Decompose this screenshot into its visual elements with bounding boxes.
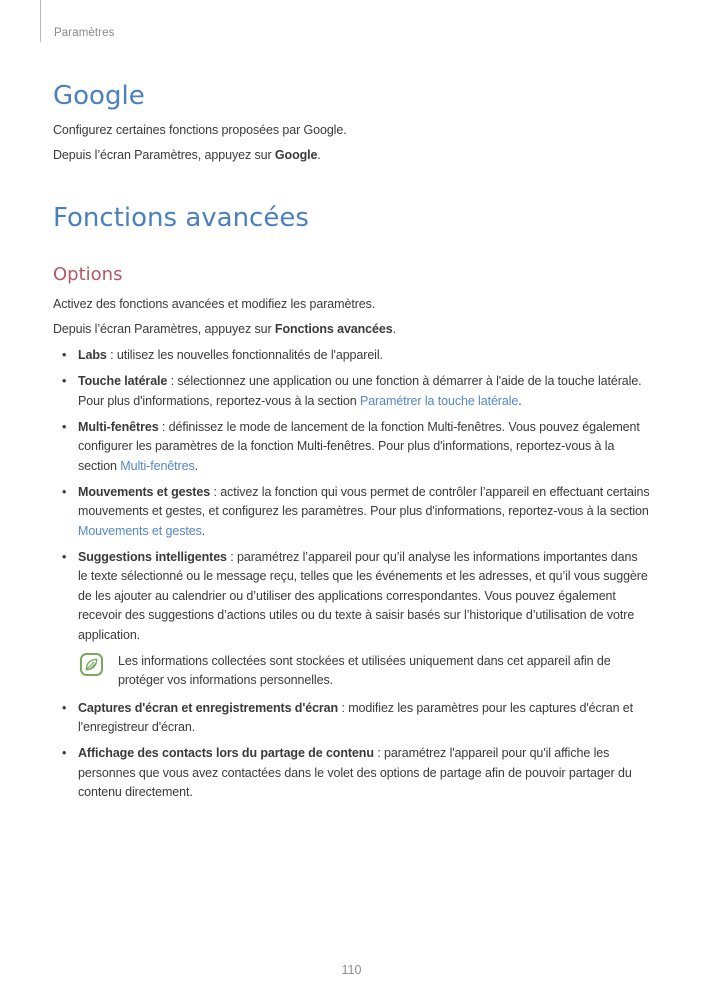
body-text: : modifiez les paramètres pour les captures d'écran et l'enregistreur d'écran.: [78, 700, 634, 734]
subsection-title-options: Options: [53, 264, 123, 285]
emphasis-text: Fonctions avancées: [274, 321, 393, 336]
body-text: .: [201, 523, 206, 538]
paragraph-options-path: [53, 320, 650, 340]
list-item-multi-fenetres: [53, 418, 650, 477]
list-item-affichage-contacts: [53, 744, 650, 803]
body-text: : utilisez les nouvelles fonctionnalités de l'appareil.: [106, 348, 383, 362]
paragraph-google-intro: [53, 121, 650, 141]
paragraph-google-path: [53, 146, 650, 166]
emphasis-text: Google: [274, 147, 318, 162]
emphasis-text: Suggestions intelligentes: [78, 549, 227, 564]
list-item-suggestions-intelligentes: [53, 548, 650, 646]
list-item-labs: [53, 346, 650, 366]
list-item-mouvements-et-gestes: [53, 483, 650, 542]
options-list: [53, 346, 650, 645]
body-text: Depuis l’écran Paramètres, appuyez sur: [53, 147, 275, 162]
body-text: .: [518, 393, 522, 408]
page-number: 110: [341, 963, 362, 977]
body-text: : paramétrez l'appareil pour qu'il affiche les personnes que vous avez contactées dans le volet des options de partage afin de pouvoir partager du contenu directement.: [78, 746, 632, 799]
cross-reference-link[interactable]: Mouvements et gestes: [78, 523, 202, 538]
emphasis-text: Labs: [78, 348, 107, 362]
body-text: .: [392, 321, 396, 336]
emphasis-text: Multi-fenêtres: [78, 419, 159, 434]
body-text: : paramétrez l’appareil pour qu’il analyse les informations importantes dans le texte sélectionné ou le message reçu, telles que les événements et les adresses, et qu’il vous suggère de les ajouter au calendrier ou d’utiliser des applications correspondantes. Vous pouvez également recevoir des suggestions d’actions utiles ou du texte à saisir basés sur l’historique d’utilisation de votre application.: [78, 549, 648, 642]
list-item-captures-ecran: [53, 699, 650, 738]
emphasis-text: Mouvements et gestes: [78, 484, 211, 499]
note-box: [80, 652, 650, 691]
cross-reference-link[interactable]: Paramétrer la touche latérale: [359, 393, 519, 408]
section-title-fonctions-avancees: Fonctions avancées: [53, 203, 309, 233]
paragraph-options-intro: [53, 295, 650, 315]
page-footer: [0, 963, 703, 977]
section-title-google: Google: [53, 81, 145, 111]
body-text: Depuis l’écran Paramètres, appuyez sur: [53, 321, 275, 336]
page-content: [0, 79, 703, 803]
body-text: : activez la fonction qui vous permet de contrôler l’appareil en effectuant certains mouvements et gestes, et configurez les paramètres. Pour plus d'informations, reportez-vous à la section: [78, 484, 650, 518]
emphasis-text: Affichage des contacts lors du partage de contenu: [78, 746, 374, 760]
body-text: Configurez certaines fonctions proposées par Google.: [53, 123, 347, 137]
list-item-touche-laterale: [53, 372, 650, 411]
leaf-note-icon: [80, 653, 103, 676]
body-text: .: [194, 458, 198, 473]
body-text: Activez des fonctions avancées et modifiez les paramètres.: [53, 297, 376, 311]
body-text: : définissez le mode de lancement de la fonction Multi-fenêtres. Vous pouvez également configurer les paramètres de la fonction Multi-fenêtres. Pour plus d'informations, reportez-vous à la section: [78, 419, 640, 473]
note-text: Les informations collectées sont stockées et utilisées uniquement dans cet appareil afin de protéger vos informations personnelles.: [118, 653, 611, 687]
running-header: [40, 0, 703, 42]
options-list-continued: [53, 699, 650, 803]
cross-reference-link[interactable]: Multi-fenêtres: [120, 458, 195, 473]
emphasis-text: Touche latérale: [78, 374, 168, 388]
running-header-label: Paramètres: [54, 27, 115, 39]
body-text: : sélectionnez une application ou une fonction à démarrer à l'aide de la touche latérale. Pour plus d'informations, reportez-vous à la section: [78, 374, 642, 408]
body-text: .: [317, 147, 321, 162]
emphasis-text: Captures d'écran et enregistrements d'écran: [78, 700, 339, 715]
